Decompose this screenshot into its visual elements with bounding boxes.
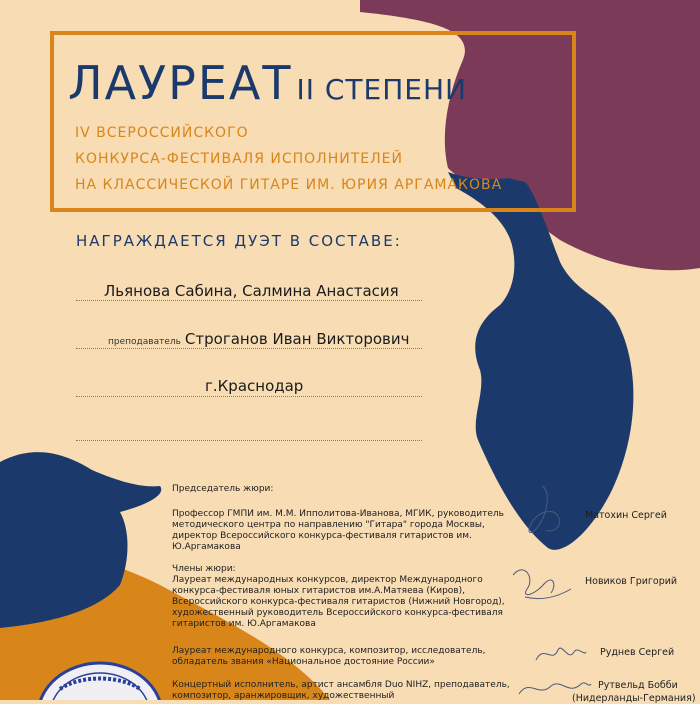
city-field: г.Краснодар: [205, 377, 304, 395]
title-degree: II СТЕПЕНИ: [296, 73, 467, 106]
signature-icon: [512, 480, 582, 540]
jury-chair-name: Матохин Сергей: [585, 510, 667, 521]
jury-members-heading: Члены жюри:: [172, 564, 236, 574]
jury-member-3-country: (Нидерланды-Германия): [572, 693, 696, 704]
teacher-name: Строганов Иван Викторович: [184, 330, 410, 348]
diploma-title: [68, 56, 467, 110]
jury-chair-heading: Председатель жюри:: [172, 484, 274, 494]
subtitle-line-3: НА КЛАССИЧЕСКОЙ ГИТАРЕ ИМ. ЮРИЯ АРГАМАКОВА: [75, 177, 503, 193]
teacher-label: преподаватель: [108, 337, 181, 347]
fill-line: [76, 300, 422, 301]
signature-icon: [505, 555, 585, 610]
awarded-heading: НАГРАЖДАЕТСЯ ДУЭТ В СОСТАВЕ:: [76, 232, 402, 250]
jury-member-2-name: Руднев Сергей: [600, 647, 675, 658]
subtitle-line-1: IV ВСЕРОССИЙСКОГО: [75, 125, 249, 141]
jury-member-1-name: Новиков Григорий: [585, 576, 678, 587]
title-main: ЛАУРЕАТ: [68, 56, 293, 110]
fill-line: [76, 348, 422, 349]
fill-line: [76, 440, 422, 441]
jury-member-3-text: Концертный исполнитель, артист ансамбля Duo NIHZ, преподаватель, композитор, аранжировщик, художественный: [172, 680, 510, 701]
participants-field: Льянова Сабина, Салмина Анастасия: [104, 282, 399, 300]
jury-chair-text: Профессор ГМПИ им. М.М. Ипполитова-Иванова, МГИК, руководитель методического центра по направлению "Гитара" города Москвы, директор Всероссийского конкурса-фестиваля гитаристов им. Ю.Аргамакова: [172, 509, 504, 552]
seal-icon: [30, 655, 170, 700]
jury-member-2-text: Лауреат международного конкурса, композитор, исследователь, обладатель звания «Национальное достояние России»: [172, 646, 486, 667]
subtitle-line-2: КОНКУРСА-ФЕСТИВАЛЯ ИСПОЛНИТЕЛЕЙ: [75, 151, 403, 167]
fill-line: [76, 396, 422, 397]
teacher-row: [108, 330, 410, 348]
signature-icon: [530, 638, 590, 670]
jury-member-1-text: Лауреат международных конкурсов, директор Международного конкурса-фестиваля юных гитаристов им.А.Матяева (Киров), Всероссийского конкурса-фестиваля гитаристов (Нижний Новгород), художественный руководитель Всероссийского конкурса-фестиваля гитаристов им. Ю.Аргамакова: [172, 575, 505, 629]
jury-member-3-name: Рутвельд Бобби: [598, 680, 678, 691]
signature-icon: [515, 676, 595, 700]
